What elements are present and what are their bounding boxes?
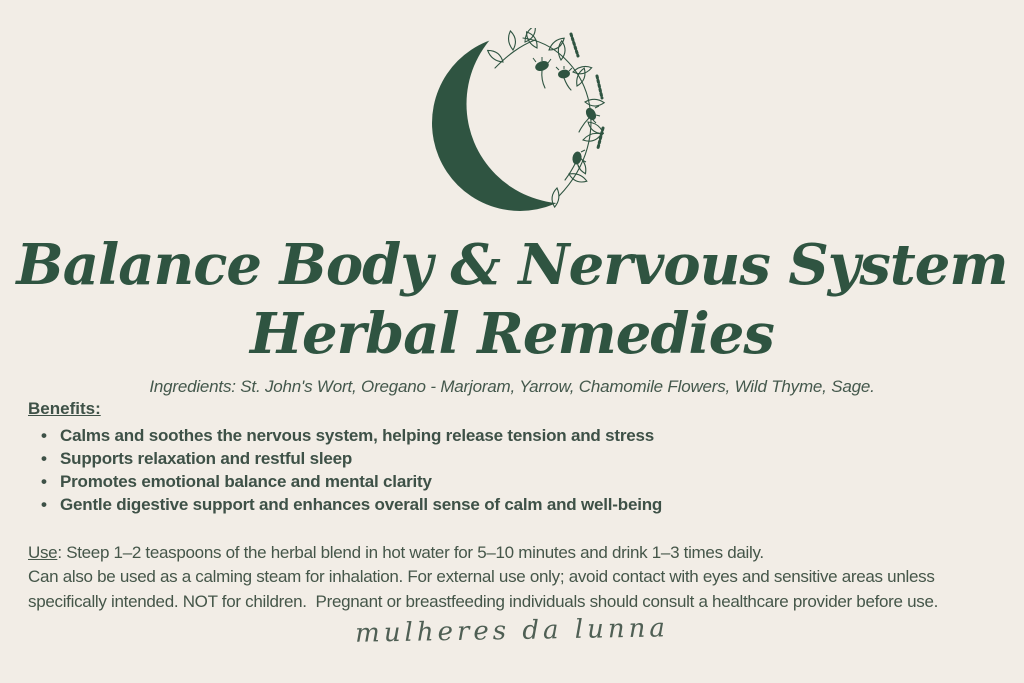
benefit-item-text: Promotes emotional balance and mental clarity <box>60 471 432 491</box>
usage-body: Can also be used as a calming steam for inhalation. For external use only; avoid contact with eyes and sensitive areas unless specifically intended. NOT for children. Pregnant or breastfeeding individuals should consult a healthcare provider before use. <box>28 567 939 611</box>
brand-signature: mulheres da lunna <box>354 613 670 649</box>
crescent-moon-botanical-icon <box>425 28 615 213</box>
benefit-item <box>28 493 1010 516</box>
label-body <box>28 398 1010 615</box>
benefit-item <box>28 424 1010 447</box>
page-title <box>0 231 1024 369</box>
benefit-item-text: Supports relaxation and restful sleep <box>60 448 353 468</box>
usage-first-line <box>28 541 1010 566</box>
title-line-1: Balance Body & Nervous System <box>16 232 1008 298</box>
benefits-heading: Benefits: <box>28 398 101 418</box>
benefit-item <box>28 470 1010 493</box>
benefits-list <box>28 424 1010 516</box>
usage-instructions: : Steep 1–2 teaspoons of the herbal blend in hot water for 5–10 minutes and drink 1–3 times daily. <box>57 542 764 562</box>
title-line-2: Herbal Remedies <box>250 300 774 367</box>
ingredients-line: Ingredients: St. John's Wort, Oregano - Marjoram, Yarrow, Chamomile Flowers, Wild Thyme, Sage. <box>149 376 875 396</box>
usage-section <box>28 541 1010 615</box>
benefit-item-text: Gentle digestive support and enhances overall sense of calm and well-being <box>60 494 663 514</box>
usage-heading: Use <box>28 542 58 562</box>
benefit-item <box>28 447 1010 470</box>
benefit-item-text: Calms and soothes the nervous system, helping release tension and stress <box>60 425 655 445</box>
